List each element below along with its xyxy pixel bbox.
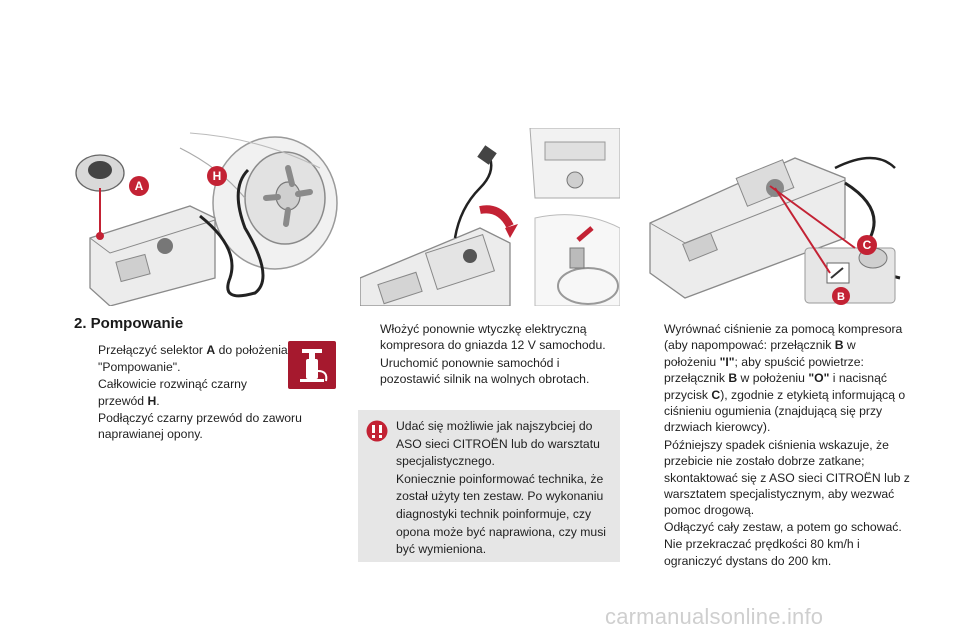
- watermark-text: carmanualsonline.info: [605, 604, 824, 629]
- illustration-pressure-switch: [645, 128, 905, 306]
- list-item: Uruchomić ponownie samochód i pozostawić silnik na wolnych obrotach.: [380, 355, 590, 387]
- illustration-plug-socket: [360, 128, 620, 306]
- compressor-wheel-drawing: [70, 128, 338, 306]
- label-a: A: [134, 179, 144, 193]
- list-item: Wyrównać ciśnienie za pomocą kompresora (aby napompować: przełącznik B w położeniu "I"; aby spuścić powietrze: przełącznik B w położeniu "O" i nacisnąć przycisk C), zgodnie z etykietą informującą o ciśnieniu ogumienia (znajdującą się przy drzwiach kierowcy).: [664, 322, 906, 435]
- column-pressure-steps: [640, 321, 910, 570]
- label-b: B: [837, 291, 845, 303]
- list-item: Całkowicie rozwinąć czarny przewód H.: [98, 377, 248, 408]
- pump-icon: [288, 341, 336, 389]
- list-item: Nie przekraczać prędkości 80 km/h i ograniczyć dystans do 200 km.: [664, 537, 860, 568]
- section-title: 2. Pompowanie: [74, 315, 184, 332]
- column-restart-steps: [356, 321, 618, 389]
- illustration-compressor-selector: [70, 128, 338, 306]
- pressure-drop-note: Późniejszy spadek ciśnienia wskazuje, że przebicie nie zostało dobrze zatkane; skontaktować się z ASO sieci CITROËN lub z warsztatem specjalistycznym, aby wezwać pomoc drogową.: [664, 437, 910, 518]
- list-item: Podłączyć czarny przewód do zaworu naprawianej opony.: [98, 411, 302, 442]
- plug-socket-drawing: [360, 128, 620, 306]
- list-item: Przełączyć selektor A do położenia "Pompowanie".: [98, 343, 288, 374]
- pressure-switch-drawing: [645, 128, 905, 306]
- list-item: Odłączyć cały zestaw, a potem go schować.: [664, 519, 902, 534]
- warning-box: [358, 410, 620, 562]
- warning-icon: [366, 420, 388, 442]
- warning-text: Udać się możliwie jak najszybciej do ASO sieci CITROËN lub do warsztatu specjalistycznego. Koniecznie poinformować technika, że został użyty ten zestaw. Po wykonaniu diagnostyki technik poinformuje, czy opona może być naprawiona, czy musi być wymieniona.: [396, 419, 607, 557]
- label-c: C: [862, 238, 872, 252]
- list-item: Włożyć ponownie wtyczkę elektryczną kompresora do gniazda 12 V samochodu.: [380, 322, 606, 353]
- label-h: H: [212, 169, 222, 183]
